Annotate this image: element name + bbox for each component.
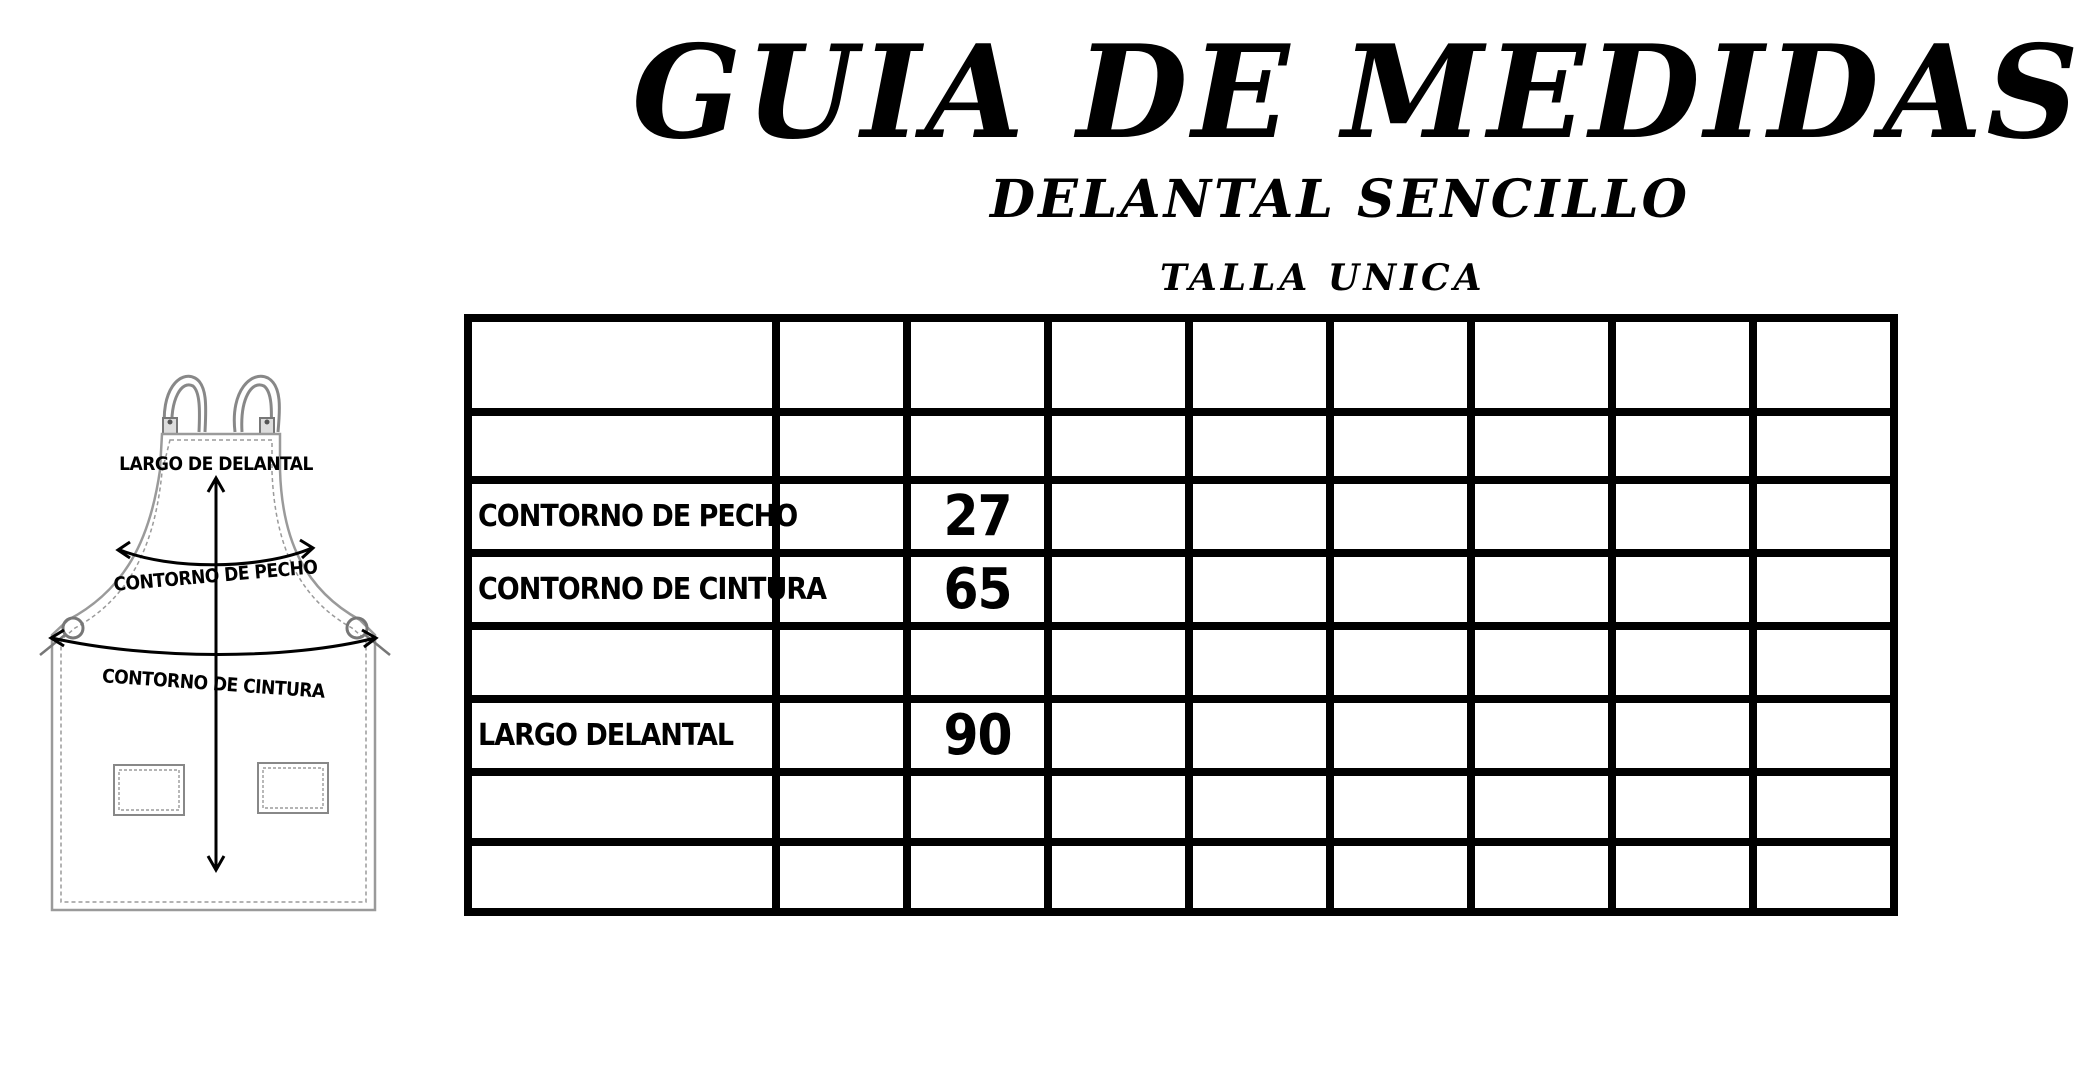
table-row [468, 480, 1894, 553]
table-row [468, 412, 1894, 480]
row-label: CONTORNO DE CINTURA [468, 553, 776, 626]
row-label: LARGO DELANTAL [468, 699, 776, 772]
table-cell [1189, 480, 1330, 553]
label-waist: CONTORNO DE CINTURA [101, 665, 326, 703]
table-cell [1330, 842, 1471, 912]
size-label: TALLA UNICA [1160, 257, 1486, 299]
table-cell [1330, 412, 1471, 480]
table-cell [1330, 626, 1471, 698]
table-cell [1048, 480, 1189, 553]
table-cell [776, 699, 907, 772]
table-cell [1612, 699, 1753, 772]
table-row [468, 553, 1894, 626]
strap-rivets [163, 418, 274, 434]
row-label: CONTORNO DE PECHO [468, 480, 776, 553]
table-cell [776, 412, 907, 480]
table-cell [1471, 412, 1612, 480]
table-cell [1753, 318, 1894, 412]
row-label [468, 412, 776, 480]
page-title: GUIA DE MEDIDAS [632, 18, 2083, 168]
row-value [907, 412, 1048, 480]
table-cell [1189, 318, 1330, 412]
row-label [468, 842, 776, 912]
table-cell [776, 318, 907, 412]
row-value [907, 626, 1048, 698]
row-value: 27 [907, 480, 1048, 553]
table-cell [1753, 412, 1894, 480]
table-cell [1612, 626, 1753, 698]
table-cell [776, 842, 907, 912]
table-cell [1612, 412, 1753, 480]
table-cell [1330, 480, 1471, 553]
table-cell [1753, 699, 1894, 772]
row-label [468, 318, 776, 412]
table-cell [1612, 842, 1753, 912]
table-cell [1048, 318, 1189, 412]
table-cell [1753, 772, 1894, 842]
table-cell [1048, 412, 1189, 480]
table-cell [1753, 626, 1894, 698]
table-cell [1612, 480, 1753, 553]
label-chest: CONTORNO DE PECHO [112, 556, 319, 596]
label-length: LARGO DE DELANTAL [119, 453, 313, 475]
row-label [468, 626, 776, 698]
measurements-table [464, 314, 1898, 916]
row-label [468, 772, 776, 842]
apron-diagram [30, 370, 410, 920]
table-cell [1471, 553, 1612, 626]
table-cell [1189, 772, 1330, 842]
table-row [468, 626, 1894, 698]
table-cell [1189, 626, 1330, 698]
table-cell [1471, 480, 1612, 553]
table-row [468, 842, 1894, 912]
table-cell [1753, 553, 1894, 626]
product-subtitle: DELANTAL SENCILLO [990, 169, 1690, 230]
table-row [468, 699, 1894, 772]
table-cell [1753, 480, 1894, 553]
table-cell [1330, 699, 1471, 772]
row-value: 90 [907, 699, 1048, 772]
table-cell [776, 772, 907, 842]
table-cell [1471, 772, 1612, 842]
table-cell [1753, 842, 1894, 912]
table-cell [776, 626, 907, 698]
row-value [907, 842, 1048, 912]
table-cell [1048, 699, 1189, 772]
table-cell [1612, 772, 1753, 842]
table-cell [1189, 842, 1330, 912]
table-cell [1471, 318, 1612, 412]
table-cell [1612, 318, 1753, 412]
apron-outline [52, 434, 375, 910]
table-cell [1471, 699, 1612, 772]
row-value [907, 772, 1048, 842]
table-cell [1189, 553, 1330, 626]
table-cell [1189, 699, 1330, 772]
table-cell [1048, 553, 1189, 626]
table-cell [1189, 412, 1330, 480]
table-cell [1048, 842, 1189, 912]
table-cell [1471, 626, 1612, 698]
table-cell [1048, 626, 1189, 698]
table-cell [1330, 318, 1471, 412]
table-cell [1612, 553, 1753, 626]
row-value: 65 [907, 553, 1048, 626]
table-row [468, 318, 1894, 412]
table-cell [1048, 772, 1189, 842]
table-body [468, 318, 1894, 912]
table-cell [1330, 553, 1471, 626]
table-cell [1330, 772, 1471, 842]
row-value [907, 318, 1048, 412]
table-row [468, 772, 1894, 842]
table-cell [1471, 842, 1612, 912]
